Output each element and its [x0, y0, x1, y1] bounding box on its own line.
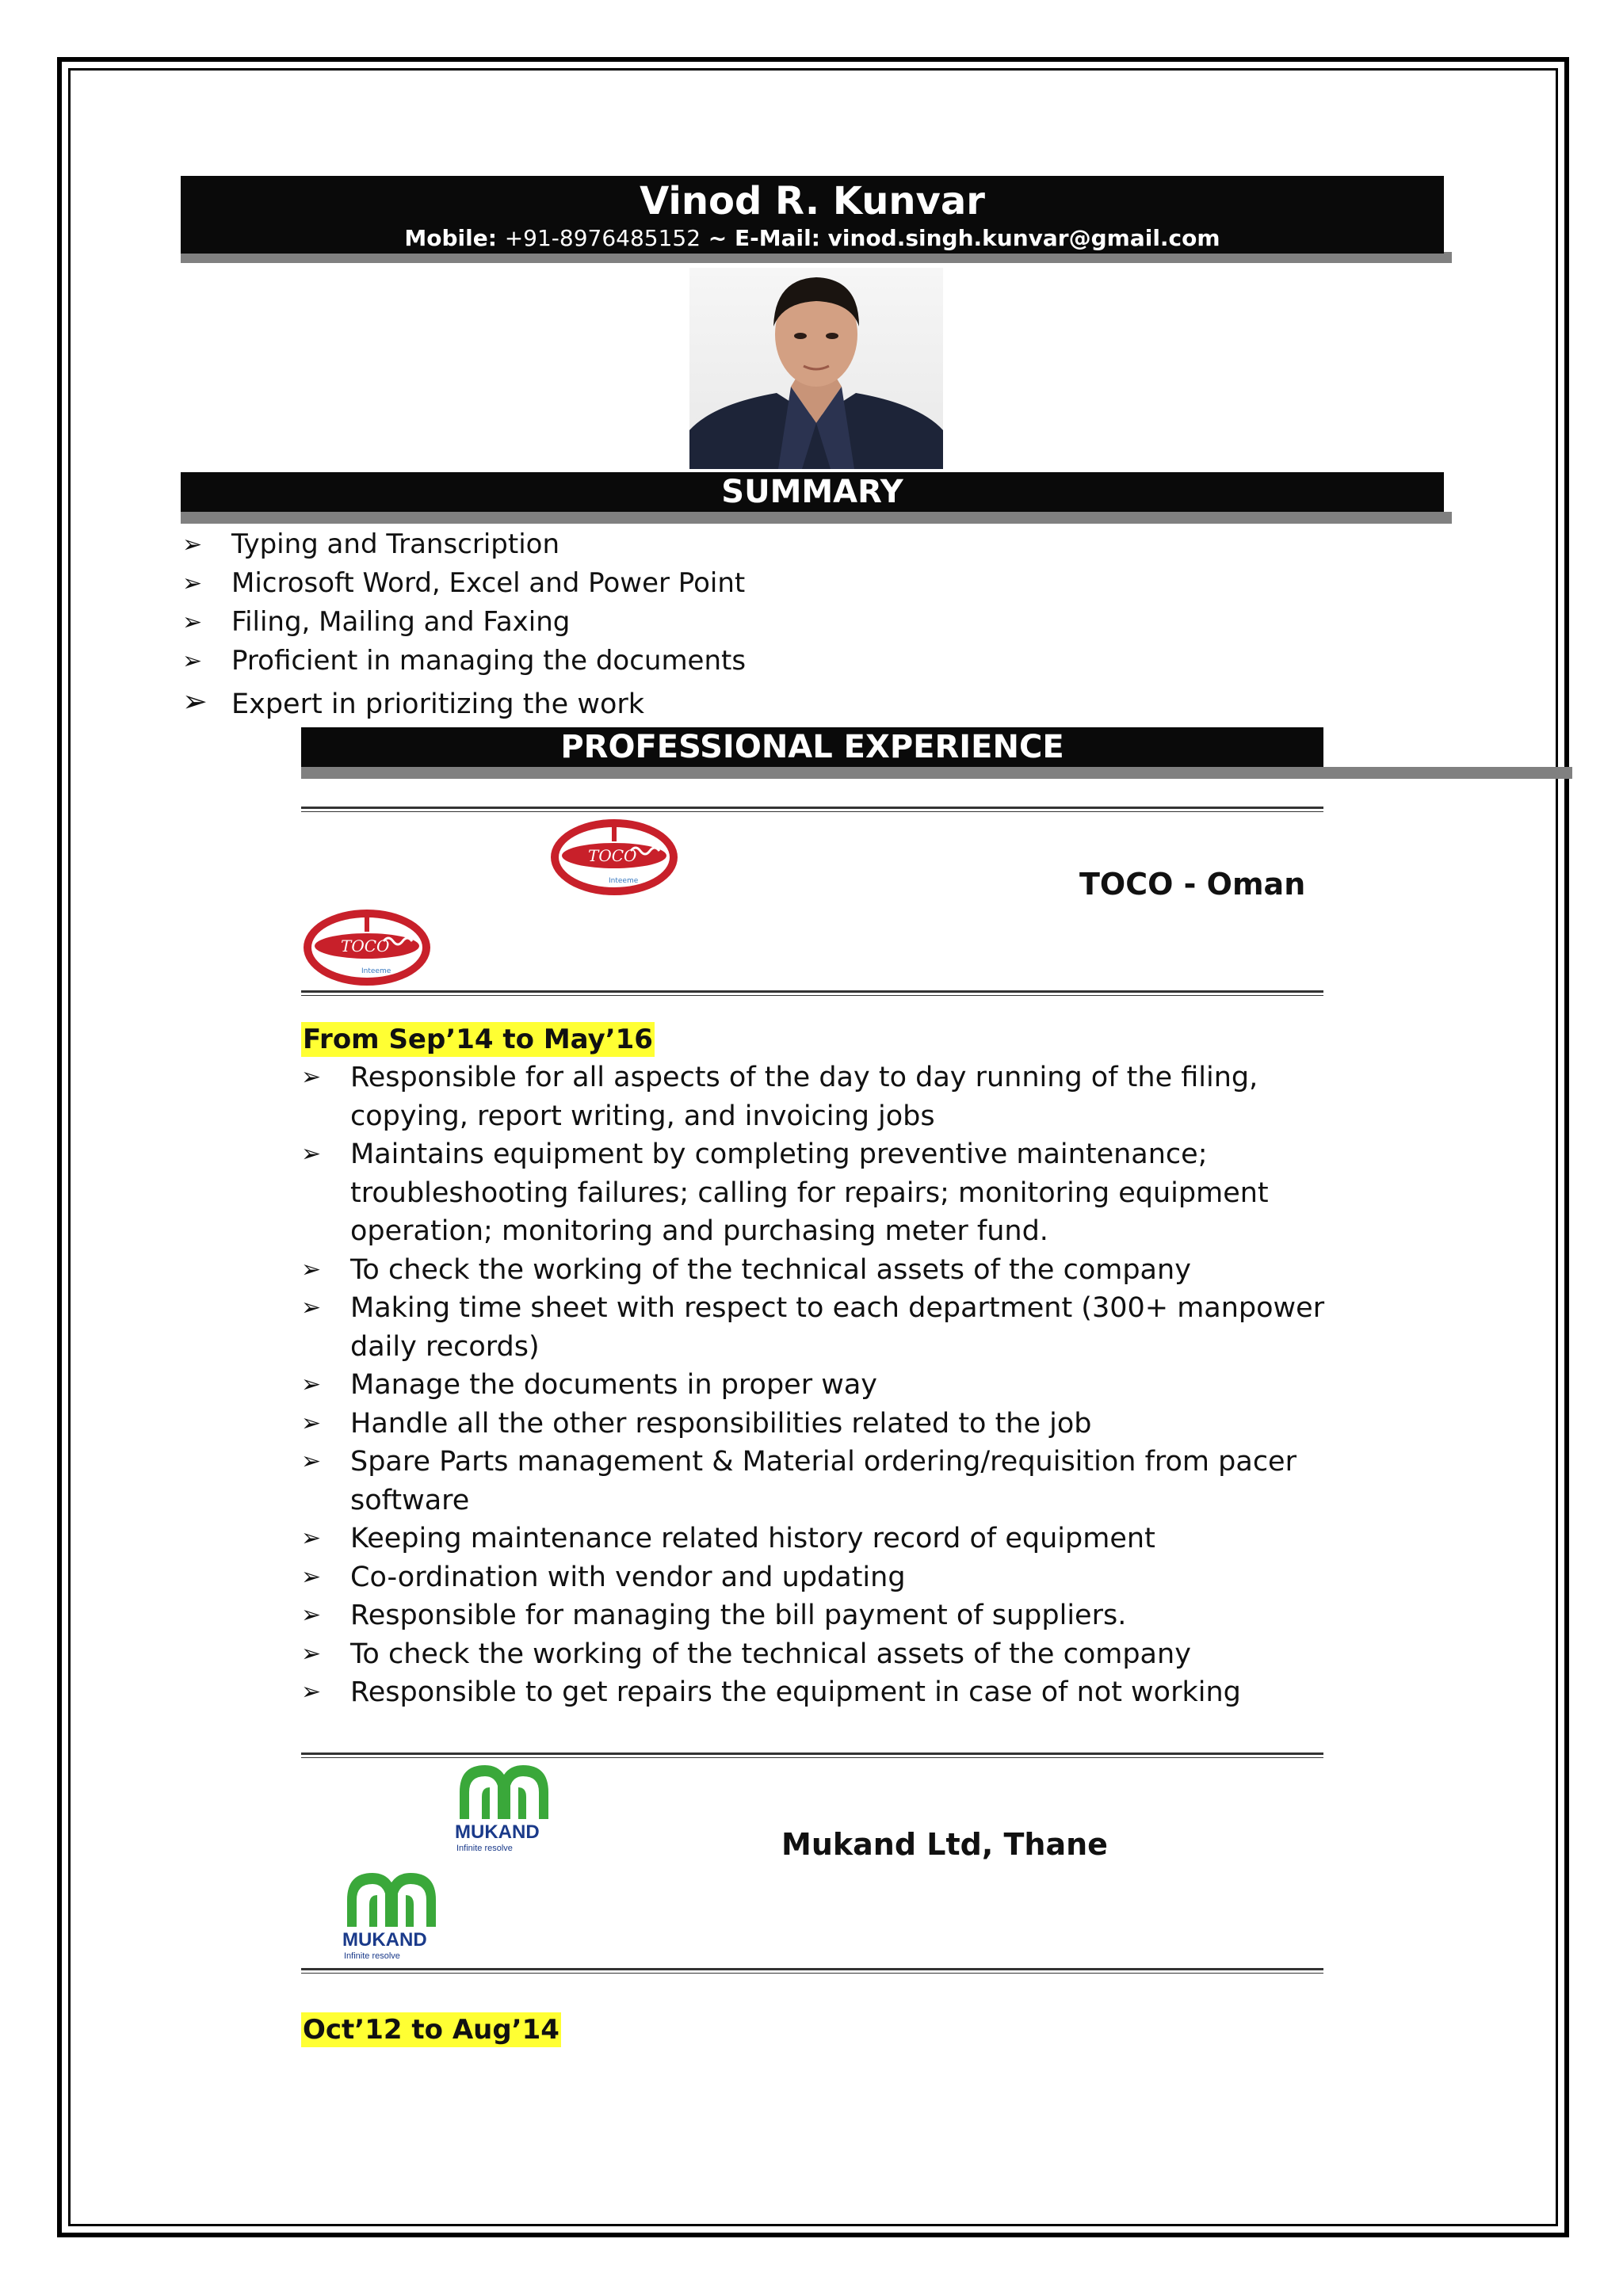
email-label: E-Mail:: [735, 225, 820, 251]
divider-line: [301, 1753, 1323, 1758]
arrow-bullet-icon: ➢: [301, 1063, 322, 1091]
arrow-bullet-icon: ➢: [182, 647, 203, 675]
list-item: ➢ Keeping maintenance related history record of equipment: [301, 1520, 1331, 1558]
arrow-bullet-icon: ➢: [182, 684, 208, 719]
arrow-bullet-icon: ➢: [301, 1371, 322, 1398]
arrow-bullet-icon: ➢: [182, 531, 203, 559]
arrow-bullet-icon: ➢: [182, 570, 203, 597]
list-item: ➢ Manage the documents in proper way: [301, 1366, 1331, 1405]
list-item: ➢ Responsible for managing the bill payment of suppliers.: [301, 1596, 1331, 1635]
contact-separator: ~: [708, 225, 727, 251]
list-item: ➢ Responsible to get repairs the equipment in case of not working: [301, 1673, 1331, 1712]
mobile-label: Mobile:: [404, 225, 497, 251]
arrow-bullet-icon: ➢: [301, 1140, 322, 1168]
arrow-bullet-icon: ➢: [301, 1294, 322, 1322]
summary-bar-shadow: [181, 512, 1452, 524]
arrow-bullet-icon: ➢: [301, 1409, 322, 1437]
company-name: Mukand Ltd, Thane: [781, 1827, 1108, 1862]
experience-bar-shadow: [301, 767, 1572, 779]
header-bar-shadow: [181, 252, 1452, 263]
list-item: ➢ Expert in prioritizing the work: [182, 684, 645, 720]
list-item: ➢ Responsible for all aspects of the day to day running of the filing, copying, report writing, and invoicing jobs: [301, 1058, 1331, 1135]
toco-logo-secondary: [301, 906, 433, 992]
list-item: ➢ Proficient in managing the documents: [181, 642, 746, 681]
summary-list: [181, 525, 746, 724]
list-item: ➢ Filing, Mailing and Faxing: [181, 603, 746, 642]
candidate-name: Vinod R. Kunvar: [640, 179, 985, 223]
profile-photo: [689, 268, 943, 469]
toco-logo-text: TOCO: [341, 936, 390, 955]
arrow-bullet-icon: ➢: [301, 1562, 322, 1591]
list-item: ➢ Maintains equipment by completing preventive maintenance; troubleshooting failures; calling for repairs; monitoring equipment operation; monitoring and purchasing meter fund.: [301, 1135, 1331, 1251]
duties-list: [301, 1058, 1331, 1712]
list-item: ➢ To check the working of the technical assets of the company: [301, 1251, 1331, 1290]
divider-line: [301, 990, 1323, 996]
toco-logo-subtext: Inteeme: [609, 877, 639, 885]
arrow-bullet-icon: ➢: [301, 1447, 322, 1475]
toco-logo-subtext: Inteeme: [361, 967, 391, 975]
list-item: ➢ Typing and Transcription: [181, 525, 746, 564]
email-address: vinod.singh.kunvar@gmail.com: [827, 225, 1220, 251]
arrow-bullet-icon: ➢: [301, 1639, 322, 1668]
summary-heading: SUMMARY: [721, 474, 903, 510]
mukand-logo-text: MUKAND: [342, 1929, 427, 1951]
list-item: ➢ Making time sheet with respect to each department (300+ manpower daily records): [301, 1289, 1331, 1366]
arrow-bullet-icon: ➢: [301, 1678, 322, 1706]
arrow-bullet-icon: ➢: [182, 608, 203, 636]
mukand-logo-secondary: [341, 1868, 452, 1966]
company-name: TOCO - Oman: [1079, 867, 1306, 902]
summary-heading-bar: [181, 472, 1444, 512]
arrow-bullet-icon: ➢: [301, 1524, 322, 1552]
divider-line: [301, 1968, 1323, 1974]
job-period: Oct’12 to Aug’14: [303, 2014, 559, 2046]
arrow-bullet-icon: ➢: [301, 1601, 322, 1629]
toco-logo-text: TOCO: [588, 846, 637, 865]
header-bar: [181, 176, 1444, 254]
job-period: From Sep’14 to May’16: [303, 1024, 653, 1055]
list-item: ➢ Handle all the other responsibilities related to the job: [301, 1405, 1331, 1444]
mobile-number: +91-8976485152: [504, 225, 701, 251]
mukand-logo: [453, 1760, 564, 1859]
mukand-logo-subtext: Infinite resolve: [344, 1951, 400, 1961]
arrow-bullet-icon: ➢: [301, 1255, 322, 1283]
list-item: ➢ Co-ordination with vendor and updating: [301, 1558, 1331, 1597]
list-item: ➢ Microsoft Word, Excel and Power Point: [181, 564, 746, 603]
contact-line: [181, 225, 1444, 251]
divider-line: [301, 807, 1323, 812]
toco-logo: [548, 816, 680, 902]
mukand-logo-subtext: Infinite resolve: [456, 1844, 513, 1853]
list-item: ➢ To check the working of the technical assets of the company: [301, 1635, 1331, 1674]
experience-heading: PROFESSIONAL EXPERIENCE: [560, 729, 1064, 765]
list-item: ➢ Spare Parts management & Material ordering/requisition from pacer software: [301, 1443, 1331, 1520]
mukand-logo-text: MUKAND: [455, 1821, 540, 1843]
experience-heading-bar: [301, 727, 1323, 767]
